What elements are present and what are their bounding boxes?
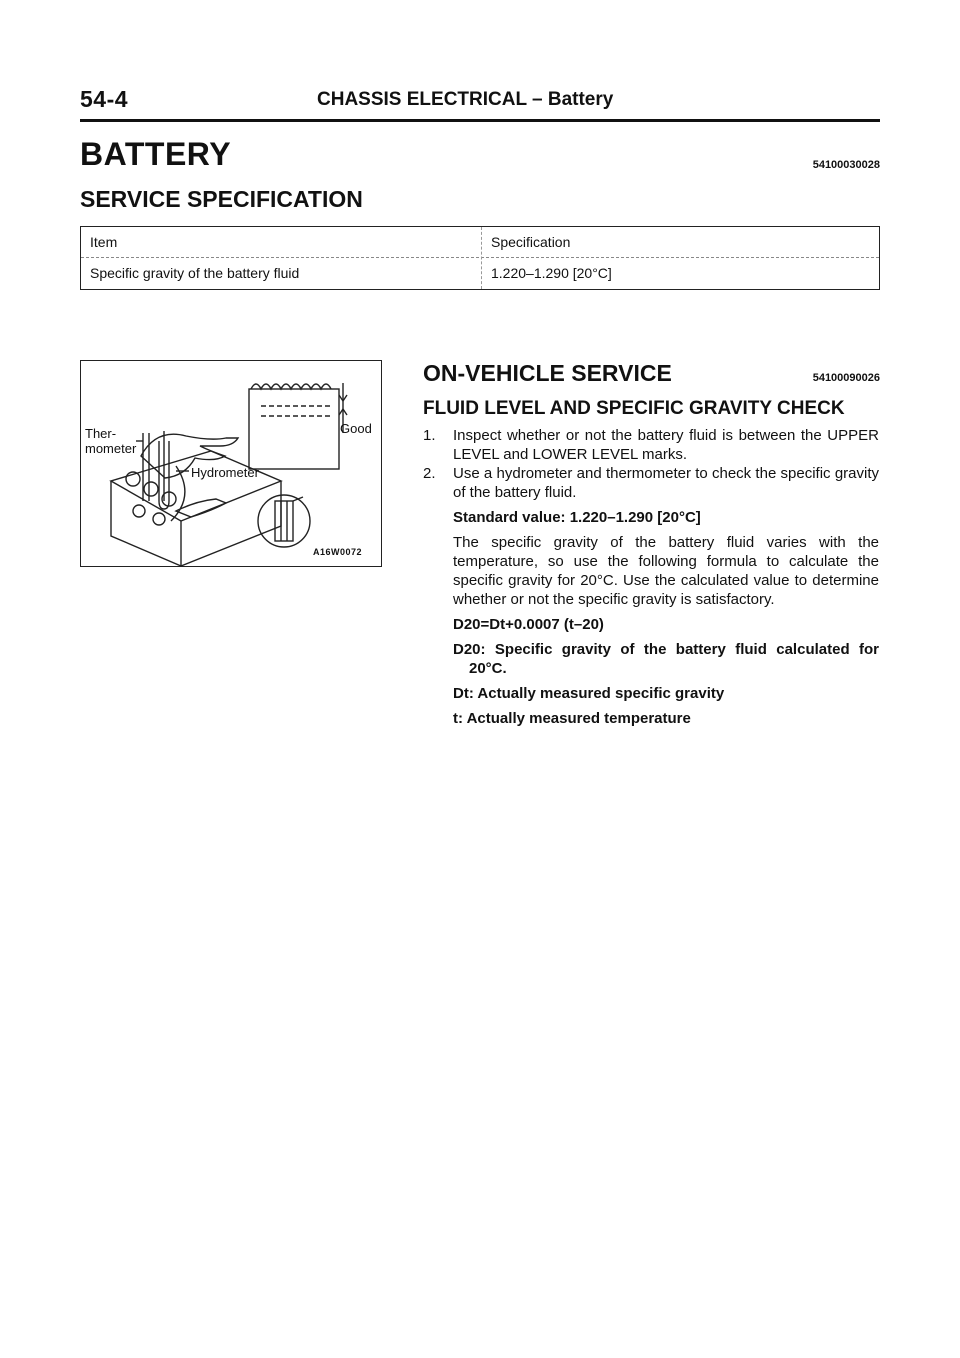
step-number: 2. [423,465,436,482]
column-header-item: Item [90,234,118,250]
procedure-content [423,426,879,728]
table-cell-specification: 1.220–1.290 [20°C] [491,265,612,281]
formula: D20=Dt+0.0007 (t–20) [453,616,604,633]
column-header-specification: Specification [491,234,571,250]
list-item [423,464,879,502]
page-header [80,86,880,118]
battery-section-code: 54100030028 [812,159,880,171]
battery-illustration [81,361,381,566]
section-title: CHASSIS ELECTRICAL – Battery [317,89,614,110]
service-spec-heading: SERVICE SPECIFICATION [80,186,363,212]
definition-t: t: Actually measured temperature [453,710,691,727]
service-spec-table [80,226,880,290]
list-item [423,426,879,464]
standard-value: Standard value: 1.220–1.290 [20°C] [453,509,701,526]
step-text: Use a hydrometer and thermometer to check the specific gravity of the battery fluid. [453,465,879,501]
battery-check-figure [80,360,382,567]
step-text: Inspect whether or not the battery fluid is between the UPPER LEVEL and LOWER LEVEL marks. [453,427,879,463]
label-thermometer: Ther- [85,426,117,441]
figure-code: A16W0072 [313,547,363,557]
on-vehicle-service-code: 54100090026 [812,372,880,384]
fluid-check-heading: FLUID LEVEL AND SPECIFIC GRAVITY CHECK [423,398,845,419]
step-number: 1. [423,427,436,444]
battery-heading: BATTERY [80,136,232,172]
on-vehicle-service-heading: ON-VEHICLE SERVICE [423,360,672,386]
label-hydrometer: Hydrometer [191,465,259,480]
definition-dt: Dt: Actually measured specific gravity [453,685,725,702]
table-header-row [81,227,879,258]
definition-d20: D20: Specific gravity of the battery fluid calculated for 20°C. [453,641,879,677]
battery-cell-shape [249,389,339,469]
label-thermometer-cont: mometer [85,441,137,456]
table-cell-item: Specific gravity of the battery fluid [90,265,300,281]
table-row [81,258,879,289]
header-rule [80,119,880,122]
page-number: 54-4 [80,86,129,112]
explanation-text: The specific gravity of the battery fluid varies with the temperature, so use the following formula to calculate the specific gravity for 20°C. Use the calculated value to determine whether or not the specific gravity is satisfactory. [453,534,879,608]
label-good: Good [340,421,372,436]
